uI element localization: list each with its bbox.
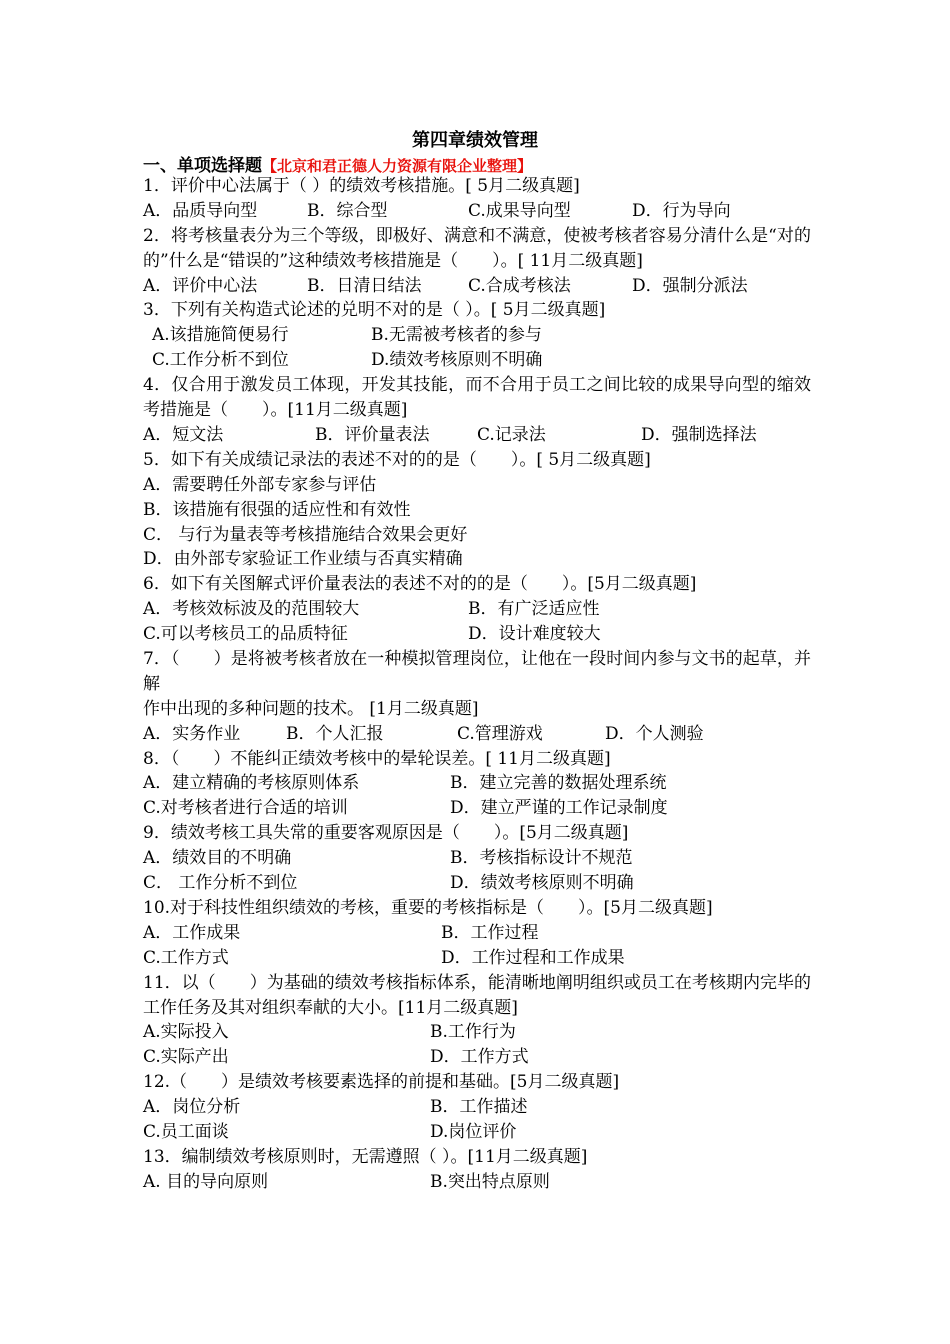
option: A. 目的导向原则: [143, 1171, 269, 1192]
option: D．个人测验: [605, 723, 704, 744]
option: A．考核效标波及的范围较大: [143, 599, 360, 620]
section-heading-text: 一、单项选择题: [143, 156, 262, 176]
option: B．建立完善的数据处理系统: [450, 773, 667, 794]
option: D.岗位评价: [430, 1121, 517, 1142]
question-4-options: [143, 423, 811, 448]
question-10-options-row-1: [143, 921, 811, 946]
option: B．综合型: [307, 200, 388, 221]
option: C.管理游戏: [457, 723, 543, 744]
question-2: 2．将考核量表分为三个等级，即极好、满意和不满意，使被考核者容易分清什么是“对的的”什么是“错误的”这种绩效考核措施是（ ）。[ 11月二级真题]: [143, 225, 811, 271]
option: B．个人汇报: [286, 723, 384, 744]
option: C.对考核者进行合适的培训: [143, 798, 348, 819]
question-1-options: [143, 199, 811, 224]
option: B．日清日结法: [307, 275, 422, 296]
question-4: 4．仅合用于激发员工体现，开发其技能，而不合用于员工之间比较的成果导向型的缩效考措施是（ ）。[11月二级真题]: [143, 375, 811, 421]
option: C． 工作分析不到位: [143, 873, 298, 894]
question-13: 13．编制绩效考核原则时，无需遵照（ ）。[11月二级真题]: [143, 1146, 588, 1167]
question-3: 3．下列有关构造式论述的兑明不对的是（ ）。[ 5月二级真题]: [143, 300, 606, 321]
option: B.突出特点原则: [430, 1171, 550, 1192]
option: A．评价中心法: [143, 275, 258, 296]
option: B．考核指标设计不规范: [450, 848, 633, 869]
option: B．工作描述: [430, 1097, 528, 1118]
option: A．绩效目的不明确: [143, 848, 292, 869]
option: C.员工面谈: [143, 1121, 229, 1142]
question-12-options-row-1: [143, 1095, 811, 1120]
option: C.成果导向型: [468, 200, 571, 221]
question-6-options-row-2: [143, 622, 811, 647]
question-10: 10.对于科技性组织绩效的考核，重要的考核指标是（ ）。[5月二级真题]: [143, 897, 713, 918]
question-9-options-row-2: [143, 871, 811, 896]
option: C.实际产出: [143, 1047, 229, 1068]
option: A．品质导向型: [143, 200, 258, 221]
option: B．评价量表法: [315, 424, 430, 445]
question-8: 8．（ ）不能纠正绩效考核中的晕轮误差。[ 11月二级真题]: [143, 748, 611, 769]
option: B.工作行为: [430, 1022, 516, 1043]
question-2-options: [143, 274, 811, 299]
question-6-options-row-1: [143, 597, 811, 622]
question-9-options-row-1: [143, 846, 811, 871]
option: C.工作方式: [143, 947, 229, 968]
section-heading: [143, 151, 532, 176]
option: D．工作方式: [430, 1047, 529, 1068]
question-12: 12.（ ）是绩效考核要素选择的前提和基础。[5月二级真题]: [143, 1072, 620, 1093]
page-title: 第四章绩效管理: [412, 130, 538, 151]
option: D．强制选择法: [641, 424, 757, 445]
question-7-options: [143, 722, 811, 747]
question-8-options-row-1: [143, 771, 811, 796]
question-list: [143, 174, 811, 1195]
question-3-options-row-1: [143, 323, 811, 348]
option: B.无需被考核者的参与: [371, 325, 542, 346]
option: A．需要聘任外部专家参与评估: [143, 474, 377, 495]
section-source-note: 【北京和君正德人力资源有限企业整理】: [262, 157, 533, 175]
option: C.可以考核员工的品质特征: [143, 624, 348, 645]
question-9: 9．绩效考核工具失常的重要客观原因是（ ）。[5月二级真题]: [143, 823, 629, 844]
question-7: 7．（ ）是将被考核者放在一种模拟管理岗位，让他在一段时间内参与文书的起草，并解: [143, 648, 811, 694]
question-11-options-row-2: [143, 1045, 811, 1070]
question-6: 6．如下有关图解式评价量表法的表述不对的的是（ ）。[5月二级真题]: [143, 574, 697, 595]
question-7-continued: 作中出现的多种问题的技术。 [1月二级真题]: [143, 698, 479, 719]
option: C.工作分析不到位: [152, 350, 289, 371]
option: D．绩效考核原则不明确: [450, 873, 634, 894]
option: C.记录法: [477, 424, 546, 445]
option: C． 与行为量表等考核措施结合效果会更好: [143, 524, 468, 545]
option: B．有广泛适应性: [468, 599, 600, 620]
question-12-options-row-2: [143, 1120, 811, 1145]
option: D．行为导向: [632, 200, 731, 221]
option: D．强制分派法: [632, 275, 748, 296]
question-5: 5．如下有关成绩记录法的表述不对的的是（ ）。[ 5月二级真题]: [143, 449, 651, 470]
option: D．建立严谨的工作记录制度: [450, 798, 668, 819]
option: A．短文法: [143, 424, 224, 445]
question-8-options-row-2: [143, 796, 811, 821]
question-10-options-row-2: [143, 946, 811, 971]
option: D．工作过程和工作成果: [441, 947, 625, 968]
option: D.绩效考核原则不明确: [371, 350, 543, 371]
option: A．工作成果: [143, 922, 241, 943]
question-11-options-row-1: [143, 1020, 811, 1045]
option: D．设计难度较大: [468, 624, 601, 645]
option: A．岗位分析: [143, 1097, 241, 1118]
option: B．该措施有很强的适应性和有效性: [143, 499, 411, 520]
option: A．建立精确的考核原则体系: [143, 773, 360, 794]
question-3-options-row-2: [143, 348, 811, 373]
option: C.合成考核法: [468, 275, 571, 296]
option: D．由外部专家验证工作业绩与否真实精确: [143, 549, 463, 570]
option: B．工作过程: [441, 922, 539, 943]
question-1: 1．评价中心法属于（ ）的绩效考核措施。[ 5月二级真题]: [143, 176, 580, 196]
question-13-options-row-1: [143, 1170, 811, 1195]
option: A.该措施简便易行: [152, 325, 289, 346]
option: A．实务作业: [143, 723, 241, 744]
option: A.实际投入: [143, 1022, 229, 1043]
question-11: 11．以（ ）为基础的绩效考核指标体系，能清晰地阐明组织或员工在考核期内完毕的工作任务及其对组织奉献的大小。[11月二级真题]: [143, 972, 811, 1018]
